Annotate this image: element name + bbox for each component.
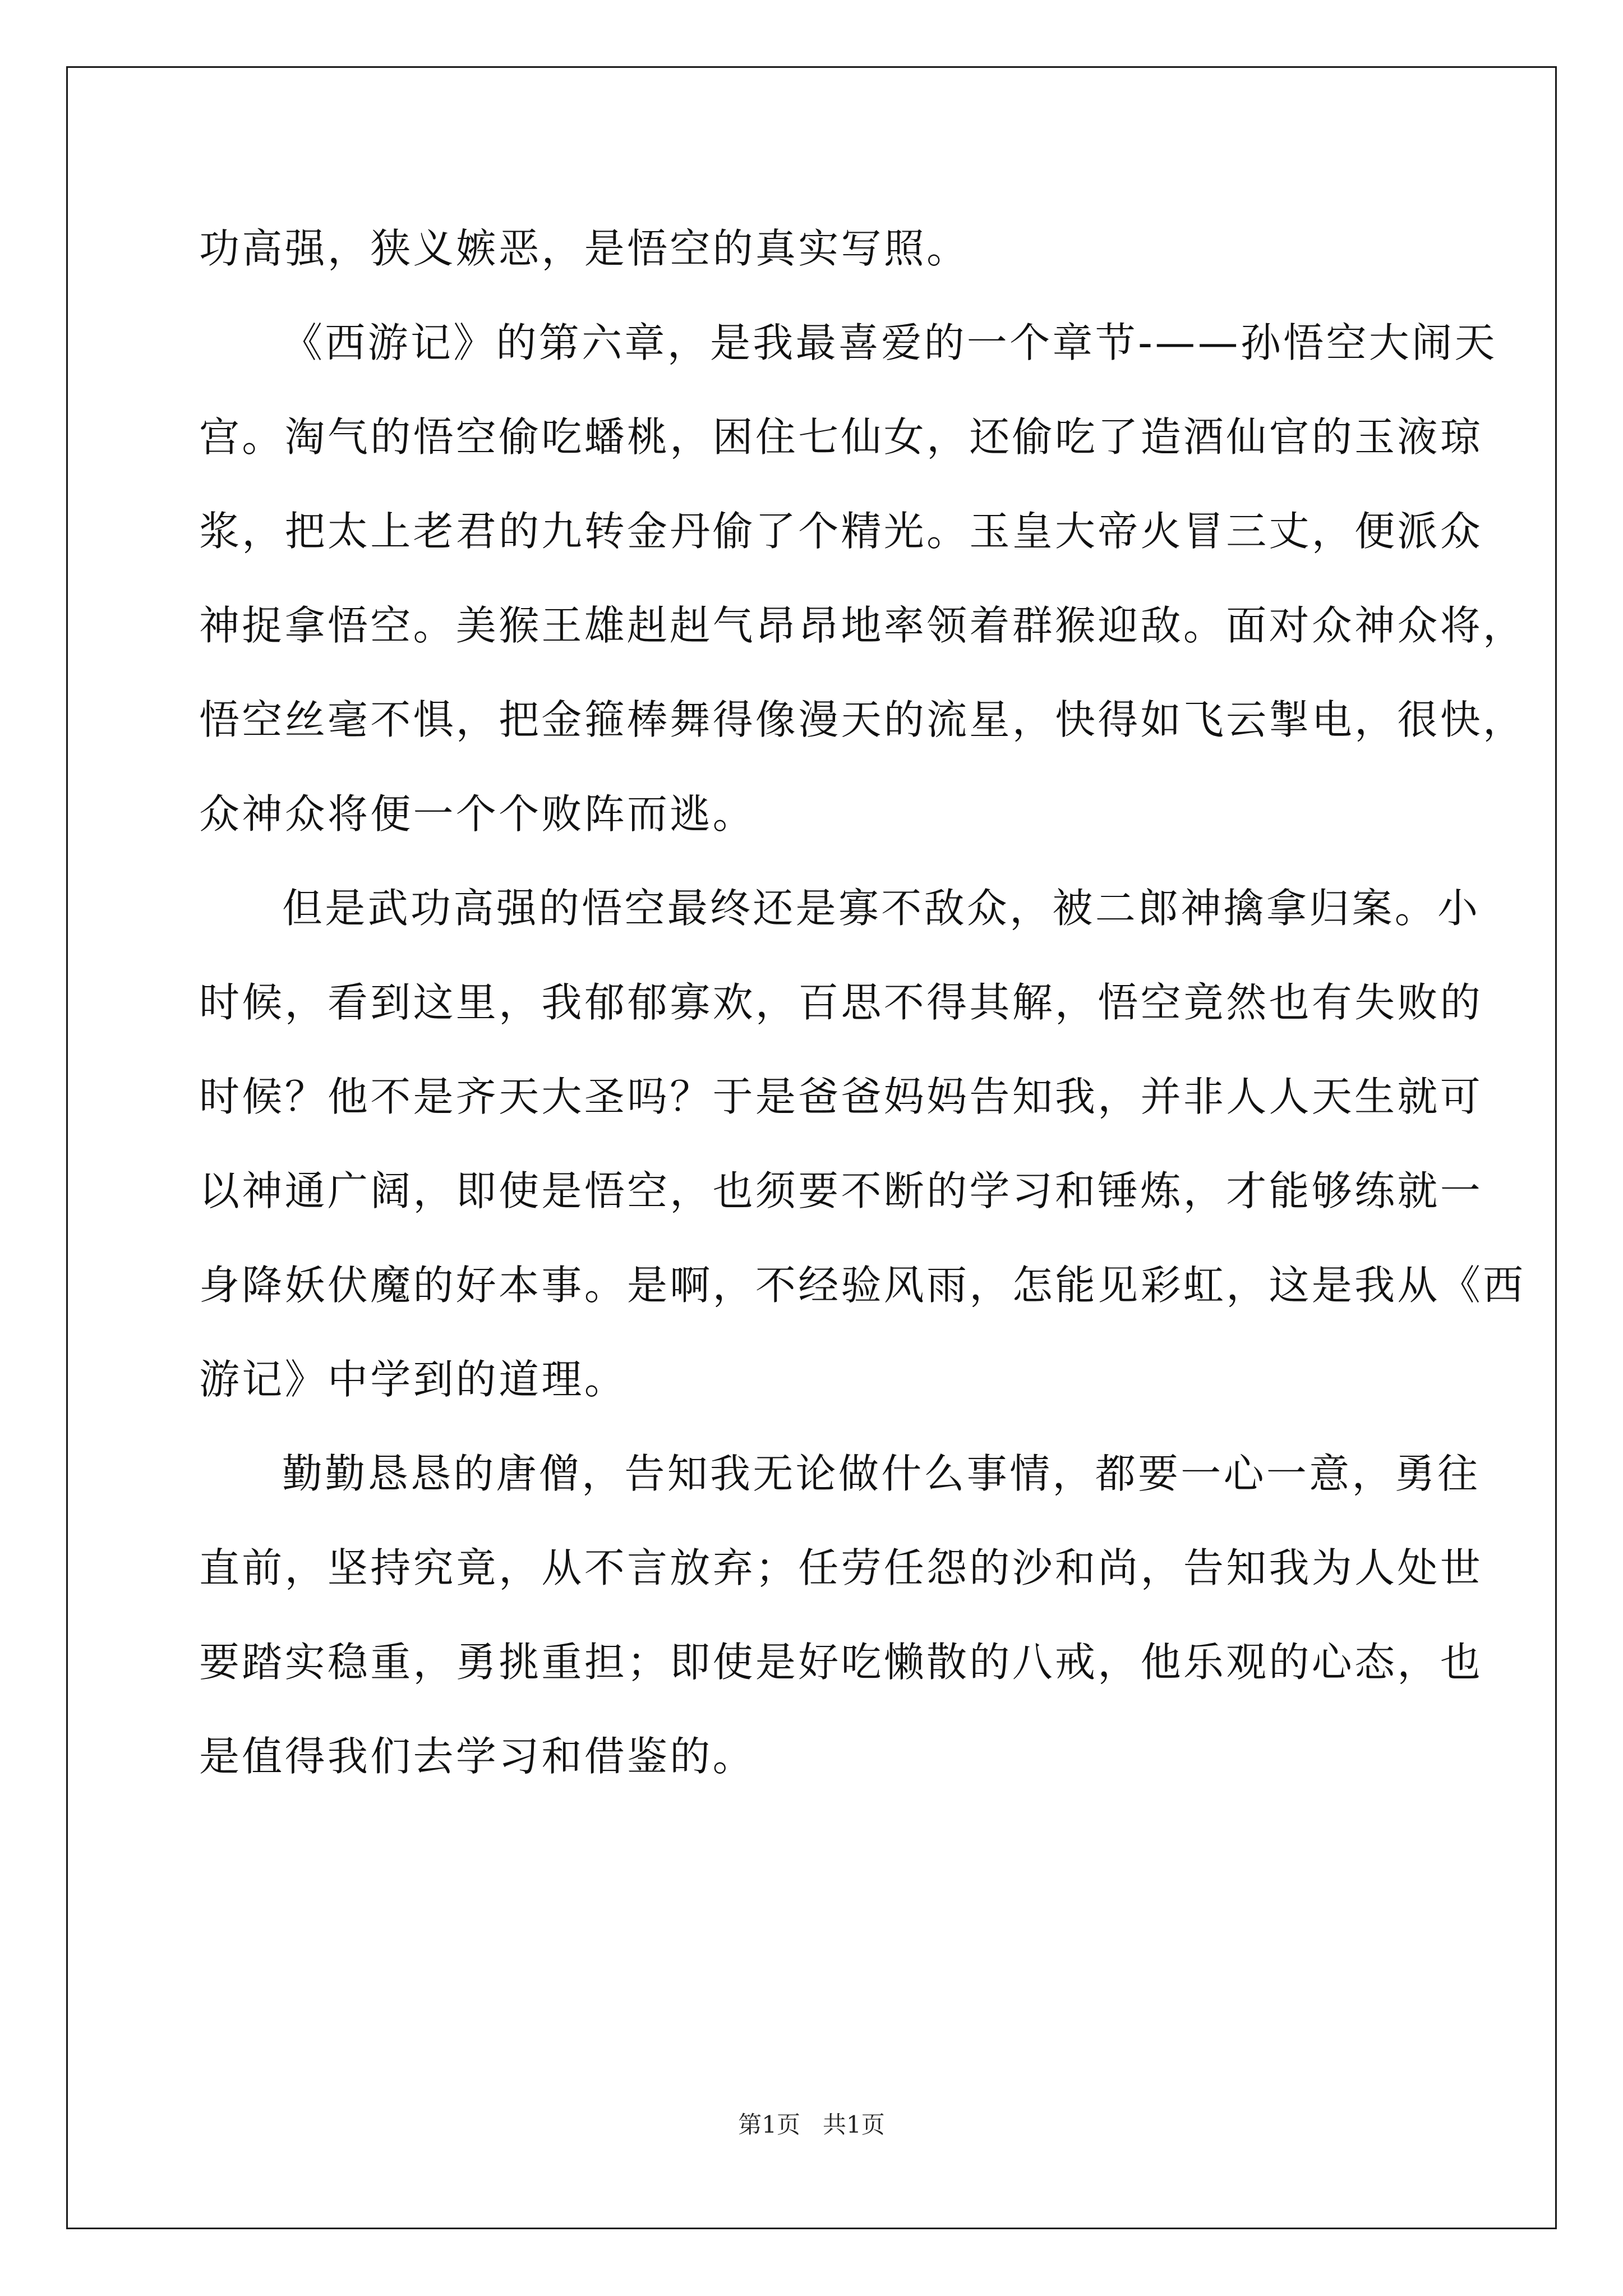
text-line: 时候，看到这里，我郁郁寡欢，百思不得其解，悟空竟然也有失败的 bbox=[199, 979, 1483, 1026]
text-line: 宫。淘气的悟空偷吃蟠桃，困住七仙女，还偷吃了造酒仙官的玉液琼 bbox=[199, 413, 1483, 461]
paragraph-4 bbox=[199, 1446, 1483, 1823]
text-line: 以神通广阔，即使是悟空，也须要不断的学习和锤炼，才能够练就一 bbox=[199, 1167, 1483, 1214]
text-line: 直前，坚持究竟，从不言放弃；任劳任怨的沙和尚，告知我为人处世 bbox=[199, 1544, 1483, 1591]
paragraph-1 bbox=[199, 220, 1427, 315]
text-line: 身降妖伏魔的好本事。是啊，不经验风雨，怎能见彩虹，这是我从《西 bbox=[199, 1262, 1526, 1309]
paragraph-3 bbox=[199, 880, 1526, 1446]
text-line: 悟空丝毫不惧，把金箍棒舞得像漫天的流星，快得如飞云掣电，很快， bbox=[199, 696, 1526, 743]
text-line: 《西游记》的第六章，是我最喜爱的一个章节-——孙悟空大闹天 bbox=[282, 319, 1497, 366]
paragraph-2 bbox=[199, 315, 1526, 880]
text-line: 但是武功高强的悟空最终还是寡不敌众，被二郎神擒拿归案。小 bbox=[282, 885, 1481, 932]
page-footer: 第1页 共1页 bbox=[738, 2111, 885, 2138]
text-line: 游记》中学到的道理。 bbox=[199, 1356, 628, 1403]
text-line: 时候？他不是齐天大圣吗？于是爸爸妈妈告知我，并非人人天生就可 bbox=[199, 1073, 1483, 1120]
text-line: 功高强，狭义嫉恶，是悟空的真实写照。 bbox=[199, 225, 970, 272]
document-body bbox=[199, 220, 1526, 1823]
text-line: 是值得我们去学习和借鉴的。 bbox=[199, 1733, 755, 1780]
text-line: 勤勤恳恳的唐僧，告知我无论做什么事情，都要一心一意，勇往 bbox=[282, 1450, 1481, 1497]
text-line: 要踏实稳重，勇挑重担；即使是好吃懒散的八戒，他乐观的心态，也 bbox=[199, 1639, 1483, 1686]
text-line: 神捉拿悟空。美猴王雄赳赳气昂昂地率领着群猴迎敌。面对众神众将， bbox=[199, 602, 1526, 649]
text-line: 浆，把太上老君的九转金丹偷了个精光。玉皇大帝火冒三丈，便派众 bbox=[199, 508, 1483, 555]
text-line: 众神众将便一个个败阵而逃。 bbox=[199, 790, 755, 838]
